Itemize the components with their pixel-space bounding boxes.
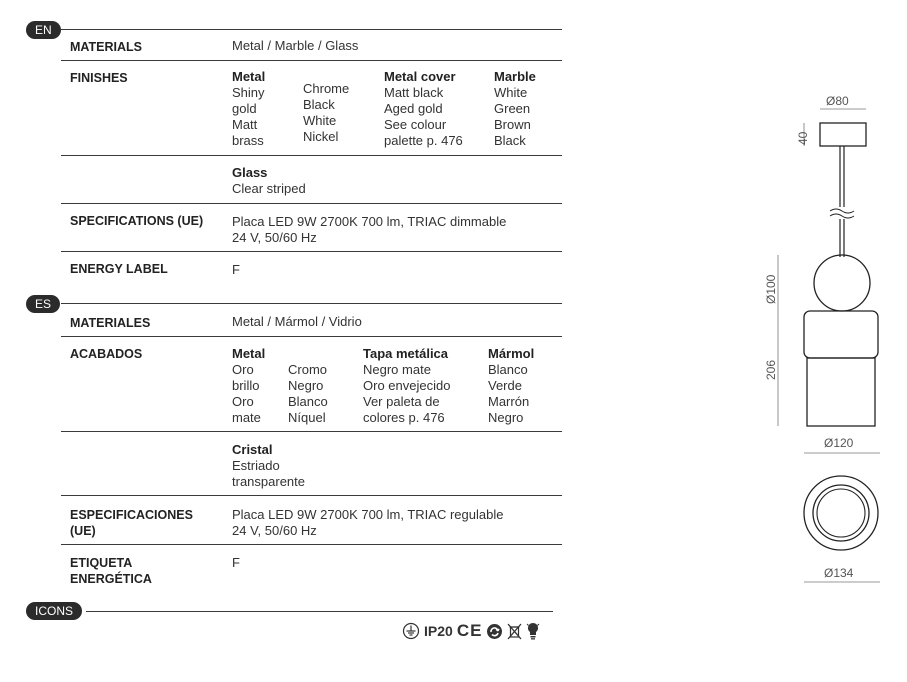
- finish-head: Glass: [232, 165, 268, 180]
- finish-marble-col: [494, 69, 536, 149]
- row-value: [232, 507, 503, 539]
- row-label: ENERGY LABEL: [70, 262, 168, 276]
- finish-item: Matt: [232, 117, 258, 132]
- finish-item: Negro: [288, 378, 324, 393]
- row-specifications: [61, 204, 562, 252]
- finish-metal-col: [232, 69, 265, 149]
- row-label: FINISHES: [70, 71, 128, 85]
- plan-diameter-label: Ø134: [824, 566, 854, 580]
- spec-line: Placa LED 9W 2700K 700 lm, TRIAC dimmable: [232, 214, 507, 229]
- finish-item: White: [494, 85, 528, 100]
- finish-item: Negro mate: [363, 362, 431, 377]
- finish-metal-col: [232, 346, 265, 426]
- finish-head: Metal: [232, 346, 266, 361]
- finish-item: Black: [303, 97, 335, 112]
- earth-ground-icon: [402, 622, 420, 640]
- finish-head: Metal: [232, 69, 266, 84]
- finish-item: Marrón: [488, 394, 530, 409]
- finish-item: palette p. 476: [384, 133, 463, 148]
- spec-line: 24 V, 50/60 Hz: [232, 230, 317, 245]
- row-value: F: [232, 555, 240, 570]
- glass-col: [232, 442, 305, 490]
- spec-line: Placa LED 9W 2700K 700 lm, TRIAC regulable: [232, 507, 504, 522]
- row-value: [232, 214, 506, 246]
- body-ring-shape: [804, 311, 878, 358]
- row-value: Metal / Mármol / Vidrio: [232, 314, 362, 329]
- canopy-shape: [820, 123, 866, 146]
- finish-item: Negro: [488, 410, 524, 425]
- finish-item: Verde: [488, 378, 522, 393]
- finish-item: See colour: [384, 117, 447, 132]
- finish-cover-col: [363, 346, 450, 426]
- certification-icons: [402, 620, 540, 642]
- row-acabados: [61, 337, 562, 432]
- finish-item: Oro: [232, 394, 254, 409]
- break-mark: [830, 214, 854, 218]
- row-materiales: [61, 304, 562, 337]
- finish-item: Brown: [494, 117, 531, 132]
- weee-bin-icon: [507, 623, 522, 640]
- ip-rating: IP20: [424, 623, 453, 639]
- finish-item: colores p. 476: [363, 410, 445, 425]
- row-etiqueta: [61, 545, 562, 595]
- finish-metal-col-2: [288, 362, 328, 426]
- finish-head: Metal cover: [384, 69, 456, 84]
- glass-col: [232, 165, 306, 197]
- finish-item: Black: [494, 133, 526, 148]
- finish-item: White: [303, 113, 337, 128]
- finish-marble-col: [488, 346, 534, 426]
- canopy-height-label: 40: [796, 131, 810, 145]
- row-value: F: [232, 262, 240, 277]
- finish-item: Clear striped: [232, 181, 306, 196]
- row-especificaciones: [61, 496, 562, 545]
- finish-item: Aged gold: [384, 101, 443, 116]
- finish-item: Cromo: [288, 362, 328, 377]
- finish-head: Marble: [494, 69, 536, 84]
- row-label: MATERIALS: [70, 40, 142, 54]
- label-line: ENERGÉTICA: [70, 572, 152, 586]
- ce-mark-icon: CE: [456, 621, 483, 640]
- finish-cover-col: [384, 69, 463, 149]
- body-shape: [807, 358, 875, 426]
- canopy-diameter-label: Ø80: [826, 94, 849, 108]
- finish-item: Green: [494, 101, 531, 116]
- row-glass: [61, 156, 562, 204]
- finish-head: Tapa metálica: [363, 346, 449, 361]
- row-value: Metal / Marble / Glass: [232, 38, 359, 53]
- finish-item: gold: [232, 101, 257, 116]
- row-cristal: [61, 432, 562, 496]
- finish-metal-col-2: [303, 81, 349, 145]
- label-line: (UE): [70, 524, 96, 538]
- row-label: [70, 555, 220, 587]
- finish-item: Blanco: [288, 394, 328, 409]
- technical-drawing: [740, 85, 900, 585]
- finish-item: Oro: [232, 362, 254, 377]
- break-mark: [830, 209, 854, 213]
- sphere-shape: [814, 255, 870, 311]
- row-label: [70, 507, 220, 539]
- body-height-label: 206: [764, 359, 778, 380]
- lang-tag-es: ES: [26, 295, 60, 313]
- label-line: ETIQUETA: [70, 556, 133, 570]
- finish-item: Níquel: [288, 410, 326, 425]
- row-energy-label: [61, 252, 562, 297]
- row-label: MATERIALES: [70, 316, 151, 330]
- finish-item: mate: [232, 410, 261, 425]
- finish-head: Mármol: [488, 346, 535, 361]
- section-divider: [86, 611, 553, 612]
- finish-item: brass: [232, 133, 264, 148]
- finish-item: transparente: [232, 474, 305, 489]
- sphere-diameter-label: Ø100: [764, 274, 778, 304]
- finish-item: Blanco: [488, 362, 528, 377]
- plan-middle-ring: [813, 485, 869, 541]
- recycle-icon: [486, 623, 503, 640]
- spec-line: 24 V, 50/60 Hz: [232, 523, 317, 538]
- finish-item: Estriado: [232, 458, 280, 473]
- finish-head: Cristal: [232, 442, 273, 457]
- body-diameter-label: Ø120: [824, 436, 854, 450]
- icons-tag: ICONS: [26, 602, 82, 620]
- row-materials: [61, 30, 562, 61]
- lang-tag-en: EN: [26, 21, 61, 39]
- row-finishes: [61, 61, 562, 156]
- finish-item: Matt black: [384, 85, 444, 100]
- led-bulb-icon: [526, 622, 540, 640]
- finish-item: Shiny: [232, 85, 265, 100]
- plan-outer-ring: [804, 476, 878, 550]
- plan-inner-ring: [817, 489, 865, 537]
- row-label: ACABADOS: [70, 347, 143, 361]
- label-line: ESPECIFICACIONES: [70, 508, 193, 522]
- finish-item: Chrome: [303, 81, 350, 96]
- finish-item: Ver paleta de: [363, 394, 440, 409]
- finish-item: Oro envejecido: [363, 378, 451, 393]
- finish-item: brillo: [232, 378, 260, 393]
- row-label: SPECIFICATIONS (UE): [70, 214, 204, 228]
- finish-item: Nickel: [303, 129, 339, 144]
